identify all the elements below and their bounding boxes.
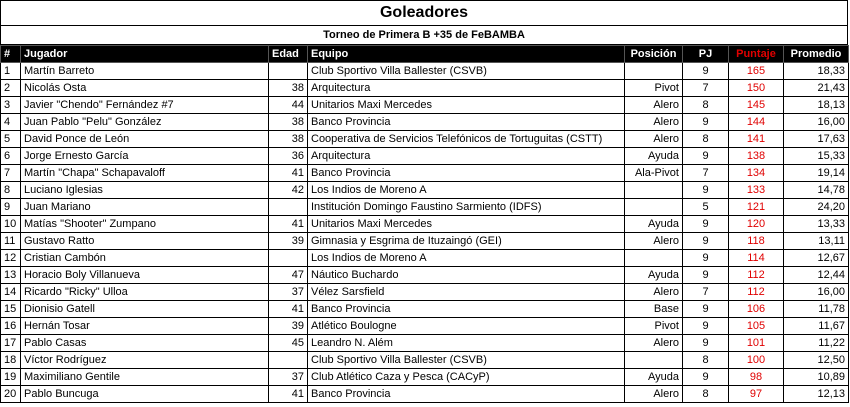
cell-edad[interactable]: 39 xyxy=(269,318,308,335)
cell-num[interactable]: 12 xyxy=(1,250,21,267)
cell-jugador[interactable]: Maximiliano Gentile xyxy=(21,369,269,386)
cell-edad[interactable]: 36 xyxy=(269,148,308,165)
cell-equipo[interactable]: Unitarios Maxi Mercedes xyxy=(308,97,625,114)
cell-posicion[interactable]: Ala-Pivot xyxy=(625,165,683,182)
cell-edad[interactable]: 39 xyxy=(269,233,308,250)
cell-promedio[interactable]: 12,67 xyxy=(784,250,849,267)
cell-edad[interactable]: 41 xyxy=(269,216,308,233)
cell-num[interactable]: 16 xyxy=(1,318,21,335)
scorers-table xyxy=(0,45,849,403)
cell-equipo[interactable]: Gimnasia y Esgrima de Ituzaingó (GEI) xyxy=(308,233,625,250)
cell-pj[interactable]: 8 xyxy=(683,97,729,114)
col-header-posicion[interactable]: Posición xyxy=(625,46,683,63)
table-row xyxy=(1,199,849,216)
table-row xyxy=(1,97,849,114)
cell-num[interactable]: 20 xyxy=(1,386,21,403)
cell-edad[interactable]: 38 xyxy=(269,131,308,148)
cell-equipo[interactable]: Arquitectura xyxy=(308,148,625,165)
cell-puntaje[interactable]: 144 xyxy=(729,114,784,131)
cell-pj[interactable]: 5 xyxy=(683,199,729,216)
cell-equipo[interactable]: Unitarios Maxi Mercedes xyxy=(308,216,625,233)
cell-jugador[interactable]: David Ponce de León xyxy=(21,131,269,148)
cell-promedio[interactable]: 12,44 xyxy=(784,267,849,284)
col-header-promedio[interactable]: Promedio xyxy=(784,46,849,63)
table-row xyxy=(1,284,849,301)
cell-pj[interactable]: 9 xyxy=(683,182,729,199)
cell-edad[interactable]: 37 xyxy=(269,369,308,386)
cell-promedio[interactable]: 16,00 xyxy=(784,284,849,301)
cell-promedio[interactable]: 24,20 xyxy=(784,199,849,216)
cell-equipo[interactable]: Club Sportivo Villa Ballester (CSVB) xyxy=(308,352,625,369)
cell-jugador[interactable]: Martín Barreto xyxy=(21,63,269,80)
cell-posicion[interactable]: Alero xyxy=(625,131,683,148)
cell-promedio[interactable]: 11,78 xyxy=(784,301,849,318)
cell-num[interactable]: 17 xyxy=(1,335,21,352)
cell-equipo[interactable]: Arquitectura xyxy=(308,80,625,97)
cell-posicion[interactable] xyxy=(625,63,683,80)
cell-pj[interactable]: 7 xyxy=(683,80,729,97)
table-header-row xyxy=(1,46,849,63)
cell-posicion[interactable]: Alero xyxy=(625,233,683,250)
cell-puntaje[interactable]: 134 xyxy=(729,165,784,182)
cell-promedio[interactable]: 19,14 xyxy=(784,165,849,182)
cell-num[interactable]: 3 xyxy=(1,97,21,114)
cell-edad[interactable] xyxy=(269,199,308,216)
cell-jugador[interactable]: Nicolás Osta xyxy=(21,80,269,97)
cell-posicion[interactable] xyxy=(625,250,683,267)
cell-pj[interactable]: 9 xyxy=(683,216,729,233)
cell-posicion[interactable]: Ayuda xyxy=(625,216,683,233)
cell-puntaje[interactable]: 150 xyxy=(729,80,784,97)
cell-pj[interactable]: 9 xyxy=(683,335,729,352)
cell-puntaje[interactable]: 121 xyxy=(729,199,784,216)
cell-pj[interactable]: 8 xyxy=(683,386,729,403)
table-body xyxy=(1,63,849,403)
col-header-edad[interactable]: Edad xyxy=(269,46,308,63)
cell-pj[interactable]: 9 xyxy=(683,301,729,318)
cell-equipo[interactable]: Banco Provincia xyxy=(308,114,625,131)
page-subtitle: Torneo de Primera B +35 de FeBAMBA xyxy=(0,25,848,45)
cell-jugador[interactable]: Juan Mariano xyxy=(21,199,269,216)
cell-posicion[interactable] xyxy=(625,199,683,216)
cell-posicion[interactable]: Base xyxy=(625,301,683,318)
cell-pj[interactable]: 9 xyxy=(683,318,729,335)
cell-edad[interactable]: 41 xyxy=(269,386,308,403)
cell-equipo[interactable]: Banco Provincia xyxy=(308,386,625,403)
cell-num[interactable]: 18 xyxy=(1,352,21,369)
cell-promedio[interactable]: 18,13 xyxy=(784,97,849,114)
cell-jugador[interactable]: Pablo Buncuga xyxy=(21,386,269,403)
cell-puntaje[interactable]: 106 xyxy=(729,301,784,318)
cell-equipo[interactable]: Vélez Sarsfield xyxy=(308,284,625,301)
cell-edad[interactable]: 38 xyxy=(269,114,308,131)
cell-edad[interactable]: 37 xyxy=(269,284,308,301)
cell-promedio[interactable]: 13,11 xyxy=(784,233,849,250)
table-row xyxy=(1,114,849,131)
cell-edad[interactable]: 42 xyxy=(269,182,308,199)
table-row xyxy=(1,182,849,199)
cell-puntaje[interactable]: 120 xyxy=(729,216,784,233)
cell-num[interactable]: 2 xyxy=(1,80,21,97)
cell-puntaje[interactable]: 138 xyxy=(729,148,784,165)
cell-num[interactable]: 13 xyxy=(1,267,21,284)
table-row xyxy=(1,233,849,250)
cell-puntaje[interactable]: 133 xyxy=(729,182,784,199)
cell-posicion[interactable]: Pivot xyxy=(625,318,683,335)
cell-edad[interactable]: 41 xyxy=(269,165,308,182)
cell-promedio[interactable]: 12,50 xyxy=(784,352,849,369)
cell-edad[interactable]: 41 xyxy=(269,301,308,318)
cell-puntaje[interactable]: 141 xyxy=(729,131,784,148)
cell-posicion[interactable]: Ayuda xyxy=(625,369,683,386)
cell-promedio[interactable]: 15,33 xyxy=(784,148,849,165)
cell-pj[interactable]: 9 xyxy=(683,233,729,250)
cell-jugador[interactable]: Ricardo "Ricky" Ulloa xyxy=(21,284,269,301)
cell-promedio[interactable]: 18,33 xyxy=(784,63,849,80)
cell-puntaje[interactable]: 112 xyxy=(729,267,784,284)
cell-posicion[interactable]: Alero xyxy=(625,284,683,301)
cell-posicion[interactable]: Pivot xyxy=(625,80,683,97)
cell-edad[interactable]: 45 xyxy=(269,335,308,352)
table-row xyxy=(1,352,849,369)
cell-pj[interactable]: 9 xyxy=(683,369,729,386)
cell-pj[interactable]: 9 xyxy=(683,250,729,267)
page-title: Goleadores xyxy=(0,0,848,25)
cell-pj[interactable]: 8 xyxy=(683,352,729,369)
cell-equipo[interactable]: Club Sportivo Villa Ballester (CSVB) xyxy=(308,63,625,80)
col-header-num[interactable]: # xyxy=(1,46,21,63)
cell-pj[interactable]: 7 xyxy=(683,165,729,182)
table-row xyxy=(1,80,849,97)
cell-jugador[interactable]: Jorge Ernesto García xyxy=(21,148,269,165)
cell-promedio[interactable]: 11,67 xyxy=(784,318,849,335)
cell-puntaje[interactable]: 100 xyxy=(729,352,784,369)
cell-promedio[interactable]: 11,22 xyxy=(784,335,849,352)
cell-equipo[interactable]: Náutico Buchardo xyxy=(308,267,625,284)
cell-equipo[interactable]: Los Indios de Moreno A xyxy=(308,182,625,199)
cell-num[interactable]: 6 xyxy=(1,148,21,165)
table-row xyxy=(1,318,849,335)
cell-jugador[interactable]: Pablo Casas xyxy=(21,335,269,352)
cell-num[interactable]: 11 xyxy=(1,233,21,250)
cell-jugador[interactable]: Martín "Chapa" Schapavaloff xyxy=(21,165,269,182)
cell-jugador[interactable]: Víctor Rodríguez xyxy=(21,352,269,369)
cell-posicion[interactable] xyxy=(625,182,683,199)
cell-jugador[interactable]: Juan Pablo "Pelu" González xyxy=(21,114,269,131)
cell-jugador[interactable]: Matías "Shooter" Zumpano xyxy=(21,216,269,233)
cell-edad[interactable]: 38 xyxy=(269,80,308,97)
cell-pj[interactable]: 7 xyxy=(683,284,729,301)
cell-jugador[interactable]: Cristian Cambón xyxy=(21,250,269,267)
table-row xyxy=(1,369,849,386)
col-header-jugador[interactable]: Jugador xyxy=(21,46,269,63)
cell-num[interactable]: 14 xyxy=(1,284,21,301)
table-row xyxy=(1,131,849,148)
cell-jugador[interactable]: Javier "Chendo" Fernández #7 xyxy=(21,97,269,114)
cell-posicion[interactable]: Ayuda xyxy=(625,267,683,284)
table-row xyxy=(1,250,849,267)
cell-puntaje[interactable]: 101 xyxy=(729,335,784,352)
cell-posicion[interactable]: Alero xyxy=(625,386,683,403)
cell-promedio[interactable]: 16,00 xyxy=(784,114,849,131)
cell-equipo[interactable]: Banco Provincia xyxy=(308,165,625,182)
cell-puntaje[interactable]: 97 xyxy=(729,386,784,403)
cell-promedio[interactable]: 10,89 xyxy=(784,369,849,386)
table-row xyxy=(1,216,849,233)
table-row xyxy=(1,267,849,284)
table-row xyxy=(1,63,849,80)
cell-posicion[interactable]: Ayuda xyxy=(625,148,683,165)
cell-num[interactable]: 8 xyxy=(1,182,21,199)
cell-equipo[interactable]: Los Indios de Moreno A xyxy=(308,250,625,267)
table-row xyxy=(1,148,849,165)
cell-posicion[interactable]: Alero xyxy=(625,97,683,114)
col-header-puntaje[interactable]: Puntaje xyxy=(729,46,784,63)
cell-equipo[interactable]: Banco Provincia xyxy=(308,301,625,318)
cell-edad[interactable]: 44 xyxy=(269,97,308,114)
cell-jugador[interactable]: Luciano Iglesias xyxy=(21,182,269,199)
cell-num[interactable]: 15 xyxy=(1,301,21,318)
cell-puntaje[interactable]: 118 xyxy=(729,233,784,250)
table-row xyxy=(1,335,849,352)
cell-puntaje[interactable]: 114 xyxy=(729,250,784,267)
cell-equipo[interactable]: Club Atlético Caza y Pesca (CACyP) xyxy=(308,369,625,386)
cell-equipo[interactable]: Institución Domingo Faustino Sarmiento (IDFS) xyxy=(308,199,625,216)
cell-equipo[interactable]: Leandro N. Além xyxy=(308,335,625,352)
col-header-equipo[interactable]: Equipo xyxy=(308,46,625,63)
cell-posicion[interactable]: Alero xyxy=(625,114,683,131)
cell-promedio[interactable]: 17,63 xyxy=(784,131,849,148)
cell-pj[interactable]: 9 xyxy=(683,114,729,131)
cell-promedio[interactable]: 14,78 xyxy=(784,182,849,199)
cell-num[interactable]: 10 xyxy=(1,216,21,233)
cell-pj[interactable]: 9 xyxy=(683,267,729,284)
cell-puntaje[interactable]: 112 xyxy=(729,284,784,301)
cell-edad[interactable] xyxy=(269,250,308,267)
cell-puntaje[interactable]: 98 xyxy=(729,369,784,386)
cell-pj[interactable]: 9 xyxy=(683,63,729,80)
cell-num[interactable]: 4 xyxy=(1,114,21,131)
cell-edad[interactable]: 47 xyxy=(269,267,308,284)
cell-promedio[interactable]: 13,33 xyxy=(784,216,849,233)
table-row xyxy=(1,386,849,403)
cell-num[interactable]: 7 xyxy=(1,165,21,182)
cell-jugador[interactable]: Horacio Boly Villanueva xyxy=(21,267,269,284)
cell-puntaje[interactable]: 145 xyxy=(729,97,784,114)
cell-jugador[interactable]: Hernán Tosar xyxy=(21,318,269,335)
cell-num[interactable]: 9 xyxy=(1,199,21,216)
cell-posicion[interactable]: Alero xyxy=(625,335,683,352)
cell-equipo[interactable]: Cooperativa de Servicios Telefónicos de Tortuguitas (CSTT) xyxy=(308,131,625,148)
table-row xyxy=(1,165,849,182)
col-header-pj[interactable]: PJ xyxy=(683,46,729,63)
cell-pj[interactable]: 9 xyxy=(683,148,729,165)
cell-promedio[interactable]: 12,13 xyxy=(784,386,849,403)
cell-num[interactable]: 19 xyxy=(1,369,21,386)
cell-pj[interactable]: 8 xyxy=(683,131,729,148)
cell-num[interactable]: 5 xyxy=(1,131,21,148)
table-row xyxy=(1,301,849,318)
cell-equipo[interactable]: Atlético Boulogne xyxy=(308,318,625,335)
cell-puntaje[interactable]: 105 xyxy=(729,318,784,335)
cell-puntaje[interactable]: 165 xyxy=(729,63,784,80)
cell-jugador[interactable]: Gustavo Ratto xyxy=(21,233,269,250)
cell-num[interactable]: 1 xyxy=(1,63,21,80)
cell-promedio[interactable]: 21,43 xyxy=(784,80,849,97)
cell-edad[interactable] xyxy=(269,63,308,80)
cell-posicion[interactable] xyxy=(625,352,683,369)
cell-edad[interactable] xyxy=(269,352,308,369)
cell-jugador[interactable]: Dionisio Gatell xyxy=(21,301,269,318)
